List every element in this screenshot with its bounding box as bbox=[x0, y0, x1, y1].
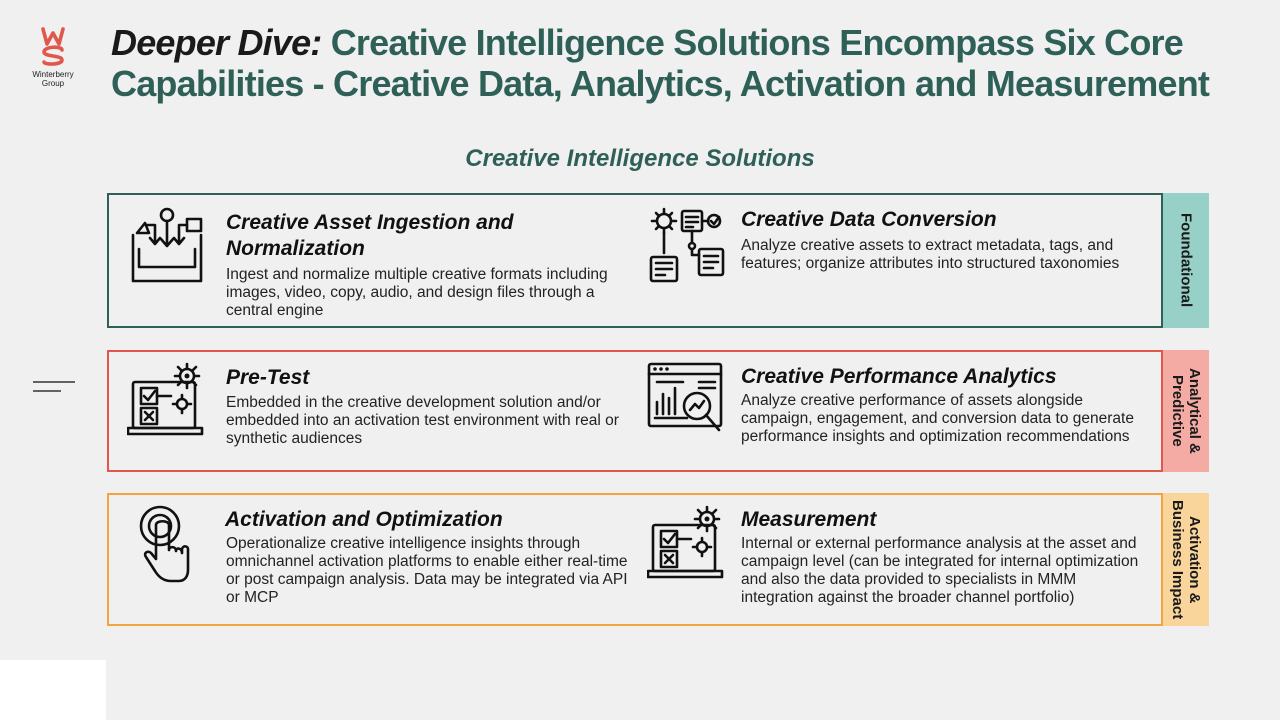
capability-heading: Creative Performance Analytics bbox=[741, 365, 1057, 388]
capability-description: Embedded in the creative development solution and/or embedded into an activation test environment with real or synthetic audiences bbox=[226, 394, 619, 447]
data-flow-icon bbox=[647, 205, 727, 285]
menu-dash-icon bbox=[33, 380, 75, 392]
blank-panel bbox=[0, 660, 106, 720]
category-tab-activation-business-impact: Activation & Business Impact bbox=[1163, 493, 1209, 626]
winterberry-logo bbox=[26, 24, 80, 88]
page-title bbox=[111, 22, 1231, 104]
capability-heading: Pre-Test bbox=[226, 366, 310, 389]
capability-description: Ingest and normalize multiple creative formats including images, video, copy, audio, and design files through a central engine bbox=[226, 266, 608, 319]
capability-heading: Measurement bbox=[741, 508, 877, 531]
analytics-dashboard-icon bbox=[647, 362, 727, 442]
logo-text: Winterberry Group bbox=[32, 70, 74, 88]
row-activation-business-impact bbox=[107, 493, 1209, 626]
capability-heading: Creative Data Conversion bbox=[741, 208, 997, 231]
capability-heading: Activation and Optimization bbox=[225, 508, 503, 531]
capability-description: Analyze creative assets to extract metadata, tags, and features; organize attributes into structured taxonomies bbox=[741, 237, 1120, 272]
row-foundational bbox=[107, 193, 1209, 328]
laptop-checklist-gear-icon bbox=[647, 505, 727, 585]
capability-description: Operationalize creative intelligence insights through omnichannel activation platforms to enable either real-time or post campaign analysis. Data may be integrated via API or MCP bbox=[226, 535, 628, 606]
capability-description: Analyze creative performance of assets alongside campaign, engagement, and conversion data to generate performance insights and optimization recommendations bbox=[741, 392, 1134, 445]
touch-hand-icon bbox=[127, 505, 207, 585]
category-tab-analytical-predictive: Analytical & Predictive bbox=[1163, 350, 1209, 472]
laptop-checklist-gear-icon bbox=[127, 362, 207, 442]
capability-description: Internal or external performance analysis at the asset and campaign level (can be integrated for internal optimization and also the data provided to specialists in MMM integration against the broader channel portfolio) bbox=[741, 535, 1139, 606]
row-analytical-predictive bbox=[107, 350, 1209, 472]
title-rest: Creative Intelligence Solutions Encompass Six Core Capabilities - Creative Data, Analytics, Activation and Measurement bbox=[111, 22, 1210, 104]
title-lead: Deeper Dive: bbox=[111, 22, 322, 63]
capability-heading: Creative Asset Ingestion and Normalization bbox=[226, 211, 514, 260]
ingestion-icon bbox=[127, 205, 207, 285]
section-subtitle: Creative Intelligence Solutions bbox=[465, 145, 815, 172]
wg-logo-mark bbox=[38, 24, 68, 68]
category-tab-foundational: Foundational bbox=[1163, 193, 1209, 328]
